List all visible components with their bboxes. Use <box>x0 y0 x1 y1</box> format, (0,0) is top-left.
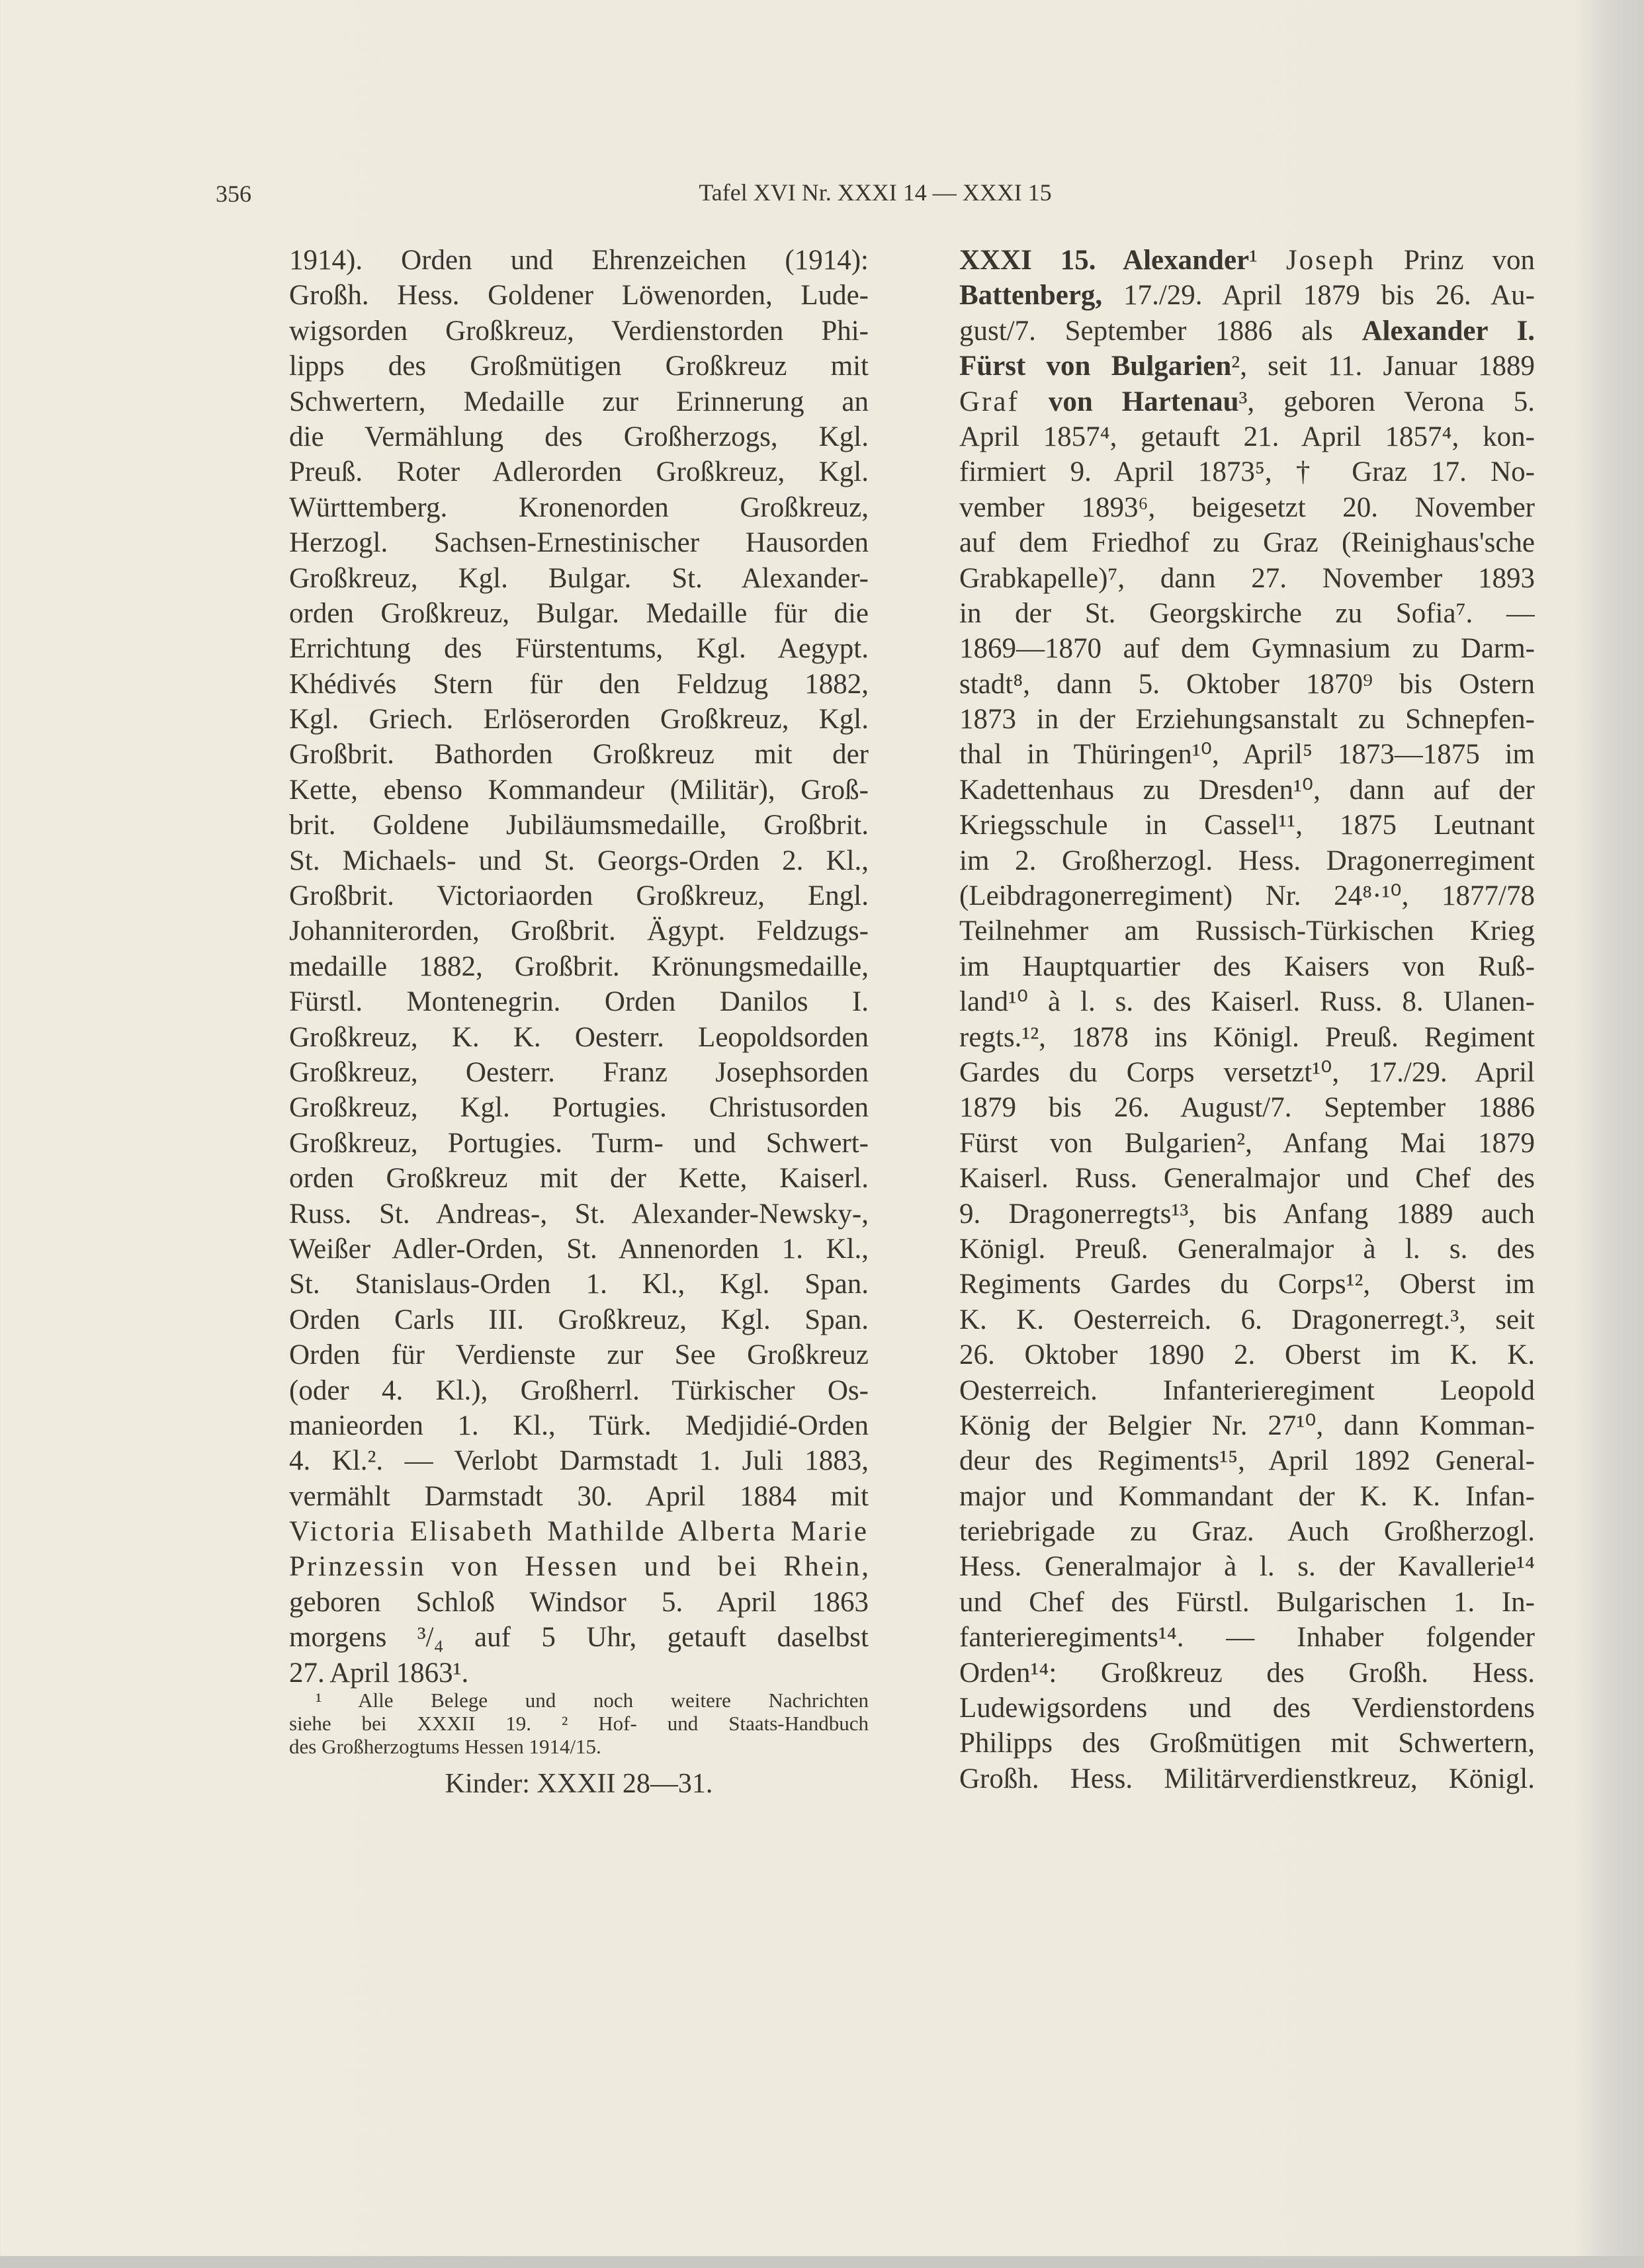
text-line: wigsorden Großkreuz, Verdienstorden Phi- <box>289 315 869 347</box>
children-reference: Kinder: XXXII 28—31. <box>445 1769 713 1799</box>
footnote-line: ¹ Alle Belege und noch weitere Nachrichten <box>316 1689 869 1712</box>
text-segment: ¹ <box>1249 245 1286 276</box>
text-line: Fürstl. Montenegrin. Orden Danilos I. <box>289 986 869 1018</box>
text-line: Russ. St. Andreas-, St. Alexander-Newsky-, <box>289 1198 869 1230</box>
text-line: Grabkapelle)⁷, dann 27. November 1893 <box>959 562 1535 594</box>
spaced-text: Graf <box>959 386 1019 417</box>
text-line: Großkreuz, Kgl. Portugies. Christusorden <box>289 1092 869 1124</box>
text-line: 1879 bis 26. August/7. September 1886 <box>959 1092 1535 1124</box>
text-line: 1873 in der Erziehungsanstalt zu Schnepfen- <box>959 704 1535 735</box>
text-line: St. Stanislaus-Orden 1. Kl., Kgl. Span. <box>289 1269 869 1300</box>
text-line: teriebrigade zu Graz. Auch Großherzogl. <box>959 1516 1535 1548</box>
text-line: manieorden 1. Kl., Türk. Medjidié-Orden <box>289 1409 869 1441</box>
text-line: medaille 1882, Großbrit. Krönungsmedaille, <box>289 950 869 982</box>
text-line: Fürst von Bulgarien², Anfang Mai 1879 <box>959 1127 1535 1159</box>
text-segment: 17./29. April 1879 bis 26. Au- <box>1102 280 1535 312</box>
text-line: land¹⁰ à l. s. des Kaiserl. Russ. 8. Ulanen- <box>959 986 1535 1018</box>
text-line: Schwertern, Medaille zur Erinnerung an <box>289 386 869 417</box>
text-line: morgens ³/₄ auf 5 Uhr, getauft daselbst <box>289 1622 869 1654</box>
text-line: stadt⁸, dann 5. Oktober 1870⁹ bis Ostern <box>959 668 1535 700</box>
text-line: Oesterreich. Infanterieregiment Leopold <box>959 1374 1535 1406</box>
text-line: 1914). Orden und Ehrenzeichen (1914): <box>289 245 869 276</box>
text-line: brit. Goldene Jubiläumsmedaille, Großbrit. <box>289 810 869 841</box>
text-line: Herzogl. Sachsen-Ernestinischer Hausorden <box>289 527 869 559</box>
text-line: fanterieregiments¹⁴. — Inhaber folgender <box>959 1622 1535 1654</box>
footnote-line: siehe bei XXXII 19. ² Hof- und Staats-Handbuch <box>289 1712 869 1735</box>
text-line: thal in Thüringen¹⁰, April⁵ 1873—1875 im <box>959 739 1535 771</box>
text-line <box>959 243 1535 278</box>
text-line: 4. Kl.². — Verlobt Darmstadt 1. Juli 1883, <box>289 1445 869 1477</box>
scan-edge <box>0 2256 1644 2268</box>
spaced-text: Prinzessin von Hessen und bei Rhein <box>289 1551 862 1583</box>
text-line: Großkreuz, Oesterr. Franz Josephsorden <box>289 1056 869 1088</box>
footnote-line: des Großherzogtums Hessen 1914/15. <box>289 1735 601 1758</box>
left-column <box>289 243 869 1691</box>
text-line: 27. April 1863¹. <box>289 1657 469 1689</box>
text-line: 1869—1870 auf dem Gymnasium zu Darm- <box>959 633 1535 665</box>
text-line: Kgl. Griech. Erlöserorden Großkreuz, Kgl. <box>289 704 869 735</box>
bold-text: Alexander I. <box>1362 315 1535 347</box>
text-line: Großkreuz, Portugies. Turm- und Schwert- <box>289 1127 869 1159</box>
text-line: Hess. Generalmajor à l. s. der Kavallerie¹⁴ <box>959 1551 1535 1583</box>
text-line: Kaiserl. Russ. Generalmajor und Chef des <box>959 1163 1535 1195</box>
text-line: Orden für Verdienste zur See Großkreuz <box>289 1339 869 1371</box>
spaced-text: Victoria Elisabeth Mathilde Alberta Marie <box>289 1516 869 1548</box>
text-line: Königl. Preuß. Generalmajor à l. s. des <box>959 1233 1535 1265</box>
bold-text: Fürst von Bulgarien <box>959 351 1232 382</box>
text-line: Kadettenhaus zu Dresden¹⁰, dann auf der <box>959 774 1535 806</box>
text-segment: Prinz von <box>1375 245 1535 276</box>
text-line: Regiments Gardes du Corps¹², Oberst im <box>959 1269 1535 1300</box>
right-column <box>959 243 1535 1796</box>
spaced-text: Joseph <box>1285 245 1375 276</box>
text-line: Großkreuz, K. K. Oesterr. Leopoldsorden <box>289 1021 869 1053</box>
bold-text: Battenberg, <box>959 280 1103 312</box>
text-line: Großbrit. Bathorden Großkreuz mit der <box>289 739 869 771</box>
text-line <box>959 384 1535 419</box>
bold-text: von Hartenau <box>1048 386 1239 417</box>
text-line: orden Großkreuz mit der Kette, Kaiserl. <box>289 1163 869 1195</box>
bold-text: XXXI 15. Alexander <box>959 245 1250 276</box>
text-line: vember 1893⁶, beigesetzt 20. November <box>959 491 1535 523</box>
text-segment: , <box>861 1551 869 1583</box>
text-line: die Vermählung des Großherzogs, Kgl. <box>289 421 869 452</box>
text-line: Kriegsschule in Cassel¹¹, 1875 Leutnant <box>959 810 1535 841</box>
text-line: im 2. Großherzogl. Hess. Dragonerregiment <box>959 845 1535 876</box>
text-line: regts.¹², 1878 ins Königl. Preuß. Regiment <box>959 1021 1535 1053</box>
text-line: (Leibdragonerregiment) Nr. 24⁸·¹⁰, 1877/78 <box>959 880 1535 912</box>
footnotes <box>289 1689 869 1758</box>
text-line: Württemberg. Kronenorden Großkreuz, <box>289 491 869 523</box>
text-line: Weißer Adler-Orden, St. Annenorden 1. Kl., <box>289 1233 869 1265</box>
text-line: Preuß. Roter Adlerorden Großkreuz, Kgl. <box>289 456 869 488</box>
text-line: Teilnehmer am Russisch-Türkischen Krieg <box>959 915 1535 947</box>
text-line: deur des Regiments¹⁵, April 1892 General- <box>959 1445 1535 1477</box>
text-line: Orden¹⁴: Großkreuz des Großh. Hess. <box>959 1657 1535 1689</box>
text-line: lipps des Großmütigen Großkreuz mit <box>289 351 869 382</box>
text-line: in der St. Georgskirche zu Sofia⁷. — <box>959 597 1535 629</box>
text-segment: ³, geboren Verona 5. <box>1238 386 1535 417</box>
text-line: Errichtung des Fürstentums, Kgl. Aegypt. <box>289 633 869 665</box>
text-line: Philipps des Großmütigen mit Schwertern, <box>959 1728 1535 1759</box>
text-line <box>959 349 1535 384</box>
text-line: firmiert 9. April 1873⁵, † Graz 17. No- <box>959 456 1535 488</box>
text-line: Khédivés Stern für den Feldzug 1882, <box>289 668 869 700</box>
text-line: K. K. Oesterreich. 6. Dragonerregt.³, seit <box>959 1304 1535 1335</box>
text-line: im Hauptquartier des Kaisers von Ruß- <box>959 950 1535 982</box>
text-line: Großh. Hess. Goldener Löwenorden, Lude- <box>289 280 869 312</box>
text-line: 26. Oktober 1890 2. Oberst im K. K. <box>959 1339 1535 1371</box>
running-title: Tafel XVI Nr. XXXI 14 — XXXI 15 <box>699 179 1052 206</box>
text-line <box>289 1514 869 1549</box>
text-line: und Chef des Fürstl. Bulgarischen 1. In- <box>959 1586 1535 1618</box>
text-line: (oder 4. Kl.), Großherrl. Türkischer Os- <box>289 1374 869 1406</box>
page-number: 356 <box>216 181 251 207</box>
text-segment: ², seit 11. Januar 1889 <box>1231 351 1535 382</box>
text-line: Großkreuz, Kgl. Bulgar. St. Alexander- <box>289 562 869 594</box>
text-line: Großbrit. Victoriaorden Großkreuz, Engl. <box>289 880 869 912</box>
text-line: major und Kommandant der K. K. Infan- <box>959 1480 1535 1512</box>
text-line <box>959 314 1535 349</box>
text-line: Orden Carls III. Großkreuz, Kgl. Span. <box>289 1304 869 1335</box>
text-segment: gust/7. September 1886 als <box>959 315 1362 347</box>
text-line: April 1857⁴, getauft 21. April 1857⁴, kon- <box>959 421 1535 452</box>
text-line: Ludewigsordens und des Verdienstordens <box>959 1693 1535 1724</box>
text-line: Großh. Hess. Militärverdienstkreuz, Königl. <box>959 1763 1535 1794</box>
text-line: Johanniterorden, Großbrit. Ägypt. Feldzugs- <box>289 915 869 947</box>
text-line <box>289 1549 869 1584</box>
text-line: vermählt Darmstadt 30. April 1884 mit <box>289 1480 869 1512</box>
text-line: auf dem Friedhof zu Graz (Reinighaus'sche <box>959 527 1535 559</box>
text-line: 9. Dragonerregts¹³, bis Anfang 1889 auch <box>959 1198 1535 1230</box>
text-line: König der Belgier Nr. 27¹⁰, dann Komman- <box>959 1409 1535 1441</box>
text-segment <box>1019 386 1049 417</box>
text-line: St. Michaels- und St. Georgs-Orden 2. Kl., <box>289 845 869 876</box>
text-line: geboren Schloß Windsor 5. April 1863 <box>289 1586 869 1618</box>
text-line <box>959 278 1535 313</box>
text-line: Kette, ebenso Kommandeur (Militär), Groß- <box>289 774 869 806</box>
text-line: orden Großkreuz, Bulgar. Medaille für die <box>289 597 869 629</box>
text-line: Gardes du Corps versetzt¹⁰, 17./29. April <box>959 1056 1535 1088</box>
